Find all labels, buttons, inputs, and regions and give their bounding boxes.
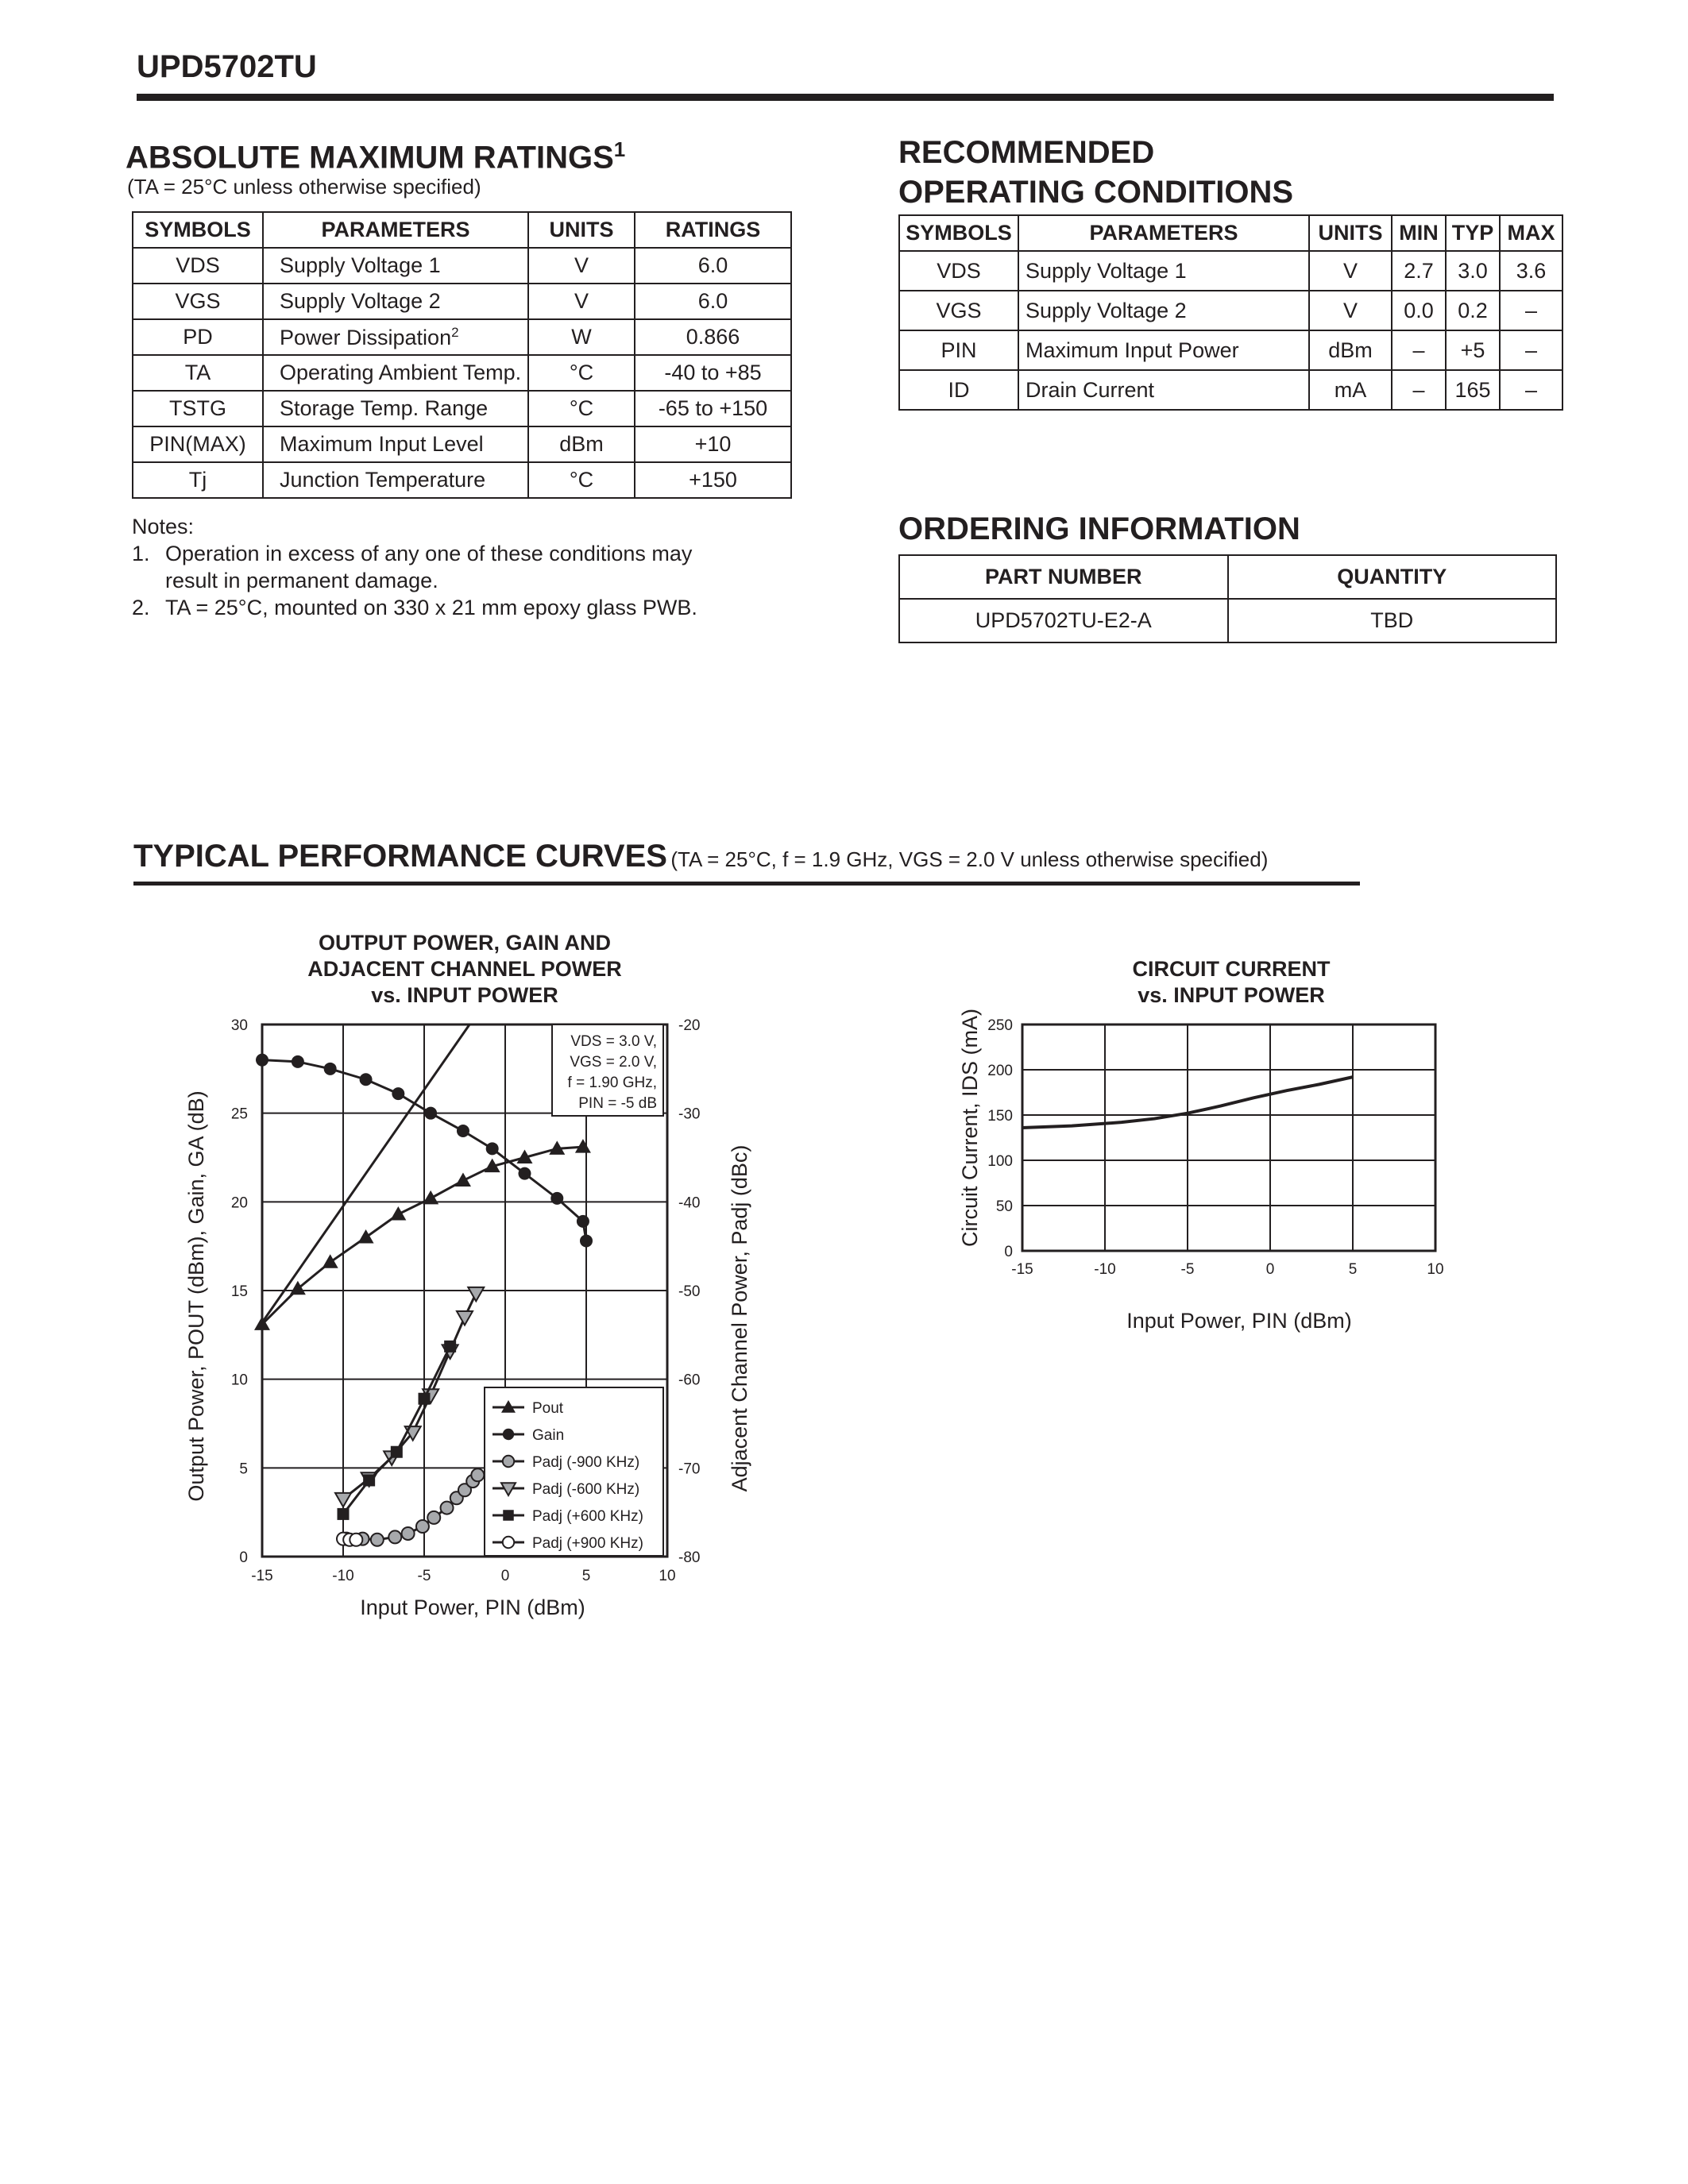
rating-cell: -65 to +150 [635,391,791,426]
amr-col-parameters: PARAMETERS [263,212,528,248]
symbol-cell: PIN(MAX) [133,426,263,462]
chart1-ytick-label: 10 [230,1372,248,1389]
min-cell: – [1392,370,1446,410]
amr-col-ratings: RATINGS [635,212,791,248]
perf-title: TYPICAL PERFORMANCE CURVES [133,839,667,874]
unit-cell: °C [528,391,635,426]
chart2-ytick-label: 100 [987,1153,1013,1170]
chart1-point-series-5 [338,1508,350,1520]
chart1-y2tick-label: -20 [678,1017,701,1034]
chart2-ytick-label: 0 [1004,1244,1013,1260]
roc-title [898,133,1293,212]
ordering-col-part: PART NUMBER [899,555,1228,599]
ordering-col-quantity: QUANTITY [1228,555,1557,599]
legend-marker [503,1510,514,1521]
chart1-point-series-3 [402,1527,415,1540]
chart1-point-series-3 [427,1511,440,1524]
chart1-ytick-label: 20 [230,1194,248,1212]
rating-cell: -40 to +85 [635,355,791,391]
chart2-xtick-label: 10 [1427,1261,1444,1278]
symbol-cell: TSTG [133,391,263,426]
min-cell: – [1392,330,1446,370]
chart2-title-line: vs. INPUT POWER [1138,983,1325,1007]
roc-col-symbols: SYMBOLS [899,215,1018,251]
parameter-cell: Supply Voltage 1 [1018,251,1309,291]
roc-table [898,214,1563,411]
note-1 [132,540,791,567]
chart1-title-line: OUTPUT POWER, GAIN AND [319,931,611,955]
chart1-point-series-5 [363,1474,375,1486]
amr-title-text: ABSOLUTE MAXIMUM RATINGS [126,140,614,176]
table-row [133,319,791,355]
unit-cell: °C [528,355,635,391]
note-1-continued: result in permanent damage. [165,569,438,592]
note-number: 1. [132,542,150,565]
document-header-part-number: UPD5702TU [137,49,317,84]
table-row [133,355,791,391]
amr-table [132,211,792,499]
chart1-point-series-2 [360,1073,373,1086]
chart1-point-series-4 [335,1493,351,1507]
note-text: Operation in excess of any one of these conditions may [165,542,693,565]
parameter-cell: Operating Ambient Temp. [263,355,528,391]
chart1-point-series-5 [444,1341,456,1352]
chart1-point-series-2 [424,1107,437,1120]
typ-cell: 0.2 [1446,291,1500,330]
legend-label: Padj (+900 KHz) [532,1535,643,1552]
chart1-point-series-6 [350,1534,362,1546]
legend-marker [503,1537,514,1548]
amr-col-units: UNITS [528,212,635,248]
max-cell: – [1500,291,1562,330]
quantity-cell: TBD [1228,599,1557,642]
symbol-cell: VDS [899,251,1018,291]
chart1-series-line-1 [262,1147,583,1324]
chart1-point-series-5 [391,1446,403,1458]
symbol-cell: PIN [899,330,1018,370]
parameter-cell: Junction Temperature [263,462,528,498]
roc-col-units: UNITS [1309,215,1392,251]
roc-header-row [899,215,1562,251]
chart2-frame [1022,1024,1435,1251]
max-cell: 3.6 [1500,251,1562,291]
symbol-cell: VDS [133,248,263,284]
symbol-cell: VGS [133,284,263,319]
chart1-point-series-4 [457,1311,473,1325]
rating-cell: 6.0 [635,284,791,319]
min-cell: 0.0 [1392,291,1446,330]
chart2-svg [929,1005,1485,1338]
amr-notes [132,513,791,621]
chart1-ytick-label: 5 [239,1461,248,1478]
parameter-cell [263,319,528,355]
chart1-point-series-2 [577,1215,589,1228]
roc-col-max: MAX [1500,215,1562,251]
table-row [899,370,1562,410]
legend-label: Padj (-900 KHz) [532,1454,640,1471]
chart2-axes [987,1017,1443,1278]
roc-title-line1: RECOMMENDED [898,135,1155,170]
chart1-y2tick-label: -50 [678,1283,701,1300]
chart2-ytick-label: 200 [987,1063,1013,1079]
unit-cell: dBm [1309,330,1392,370]
chart1-point-series-2 [292,1055,304,1068]
chart1-y2tick-label: -30 [678,1106,701,1123]
chart1-legend [485,1387,663,1556]
chart1-point-series-3 [441,1502,454,1515]
rating-cell: 0.866 [635,319,791,355]
unit-cell: V [528,248,635,284]
chart2-ytick-label: 250 [987,1017,1013,1034]
header-rule [137,94,1554,101]
note-2 [132,594,791,621]
chart1-point-series-1 [323,1254,338,1268]
parameter-cell: Maximum Input Power [1018,330,1309,370]
perf-rule [133,882,1360,886]
chart1-point-series-2 [580,1234,593,1247]
chart2-xtick-label: -5 [1180,1261,1195,1278]
unit-cell: V [528,284,635,319]
chart1-point-series-1 [423,1190,438,1205]
chart2-xlabel: Input Power, PIN (dBm) [1126,1309,1352,1333]
chart1-y2tick-label: -60 [678,1372,701,1389]
ordering-table [898,554,1557,643]
amr-header-row [133,212,791,248]
chart1-point-series-1 [390,1206,406,1221]
chart1-svg [159,1001,794,1636]
chart1-point-series-2 [457,1125,469,1137]
unit-cell: °C [528,462,635,498]
chart1-point-series-1 [358,1229,374,1244]
chart1-series-line-5 [343,1346,450,1514]
table-row [133,426,791,462]
chart1-ytick-label: 25 [230,1106,248,1123]
ordering-title: ORDERING INFORMATION [898,511,1300,546]
unit-cell: W [528,319,635,355]
unit-cell: dBm [528,426,635,462]
chart2-title-line: CIRCUIT CURRENT [1132,957,1331,981]
table-row [133,248,791,284]
part-number-cell: UPD5702TU-E2-A [899,599,1228,642]
chart1-reference-line [262,1024,469,1322]
chart1-point-series-2 [518,1167,531,1180]
note-number: 2. [132,596,150,619]
legend-label: Padj (+600 KHz) [532,1508,643,1525]
table-row [899,291,1562,330]
roc-col-min: MIN [1392,215,1446,251]
chart1-y2tick-label: -40 [678,1194,701,1212]
note-text: TA = 25°C, mounted on 330 x 21 mm epoxy glass PWB. [165,596,697,619]
chart2-ytick-label: 150 [987,1108,1013,1125]
parameter-text: Power Dissipation [280,325,452,349]
chart1-condition: VDS = 3.0 V, [570,1033,657,1050]
ordering-header-row [899,555,1556,599]
roc-title-line2: OPERATING CONDITIONS [898,175,1294,210]
chart1-condition: VGS = 2.0 V, [570,1054,657,1071]
chart1-condition: PIN = -5 dB [578,1095,657,1112]
chart2-xtick-label: -10 [1094,1261,1116,1278]
roc-col-parameters: PARAMETERS [1018,215,1309,251]
chart1-point-series-2 [392,1087,404,1100]
rating-cell: +10 [635,426,791,462]
table-row [133,391,791,426]
typ-cell: +5 [1446,330,1500,370]
table-row [899,330,1562,370]
perf-heading [133,836,1268,876]
chart1-point-series-2 [550,1192,563,1205]
typ-cell: 165 [1446,370,1500,410]
rating-cell: 6.0 [635,248,791,284]
table-row [899,251,1562,291]
parameter-cell: Supply Voltage 1 [263,248,528,284]
chart1-xtick-label: 5 [581,1568,591,1584]
parameter-cell: Drain Current [1018,370,1309,410]
legend-marker [503,1456,514,1467]
chart1-point-series-3 [388,1530,401,1543]
typ-cell: 3.0 [1446,251,1500,291]
chart1-title-line: vs. INPUT POWER [371,983,558,1007]
legend-label: Padj (-600 KHz) [532,1481,640,1498]
chart1-point-series-2 [324,1063,337,1075]
min-cell: 2.7 [1392,251,1446,291]
symbol-cell: VGS [899,291,1018,330]
symbol-cell: PD [133,319,263,355]
chart1-y2tick-label: -70 [678,1461,701,1478]
amr-title [126,129,625,177]
chart1-y2tick-label: -80 [678,1549,701,1566]
legend-label: Pout [532,1400,564,1417]
symbol-cell: Tj [133,462,263,498]
chart1-y2label: Adjacent Channel Power, Padj (dBc) [728,1144,751,1492]
chart2-title [1056,956,1406,1009]
legend-label: Gain [532,1427,565,1444]
chart2-xtick-label: -15 [1011,1261,1033,1278]
chart2-ytick-label: 50 [995,1198,1013,1215]
max-cell: – [1500,330,1562,370]
chart2-xtick-label: 0 [1265,1261,1275,1278]
chart1-point-series-3 [416,1520,429,1533]
parameter-cell: Supply Voltage 2 [263,284,528,319]
amr-col-symbols: SYMBOLS [133,212,263,248]
symbol-cell: ID [899,370,1018,410]
notes-label: Notes: [132,515,195,538]
chart1-title [262,930,667,1009]
chart1-title-line: ADJACENT CHANNEL POWER [307,957,622,981]
amr-title-footnote: 1 [613,137,626,161]
table-row [133,462,791,498]
chart1-point-series-1 [575,1139,591,1153]
chart1-point-series-5 [419,1393,431,1405]
chart1-xtick-label: -15 [251,1568,273,1584]
chart2-grid [1022,1024,1435,1251]
chart1-point-series-4 [468,1287,484,1302]
unit-cell: V [1309,251,1392,291]
chart1-xtick-label: -5 [417,1568,431,1584]
unit-cell: mA [1309,370,1392,410]
chart1-xtick-label: 0 [500,1568,510,1584]
parameter-cell: Storage Temp. Range [263,391,528,426]
table-row [899,599,1556,642]
roc-col-typ: TYP [1446,215,1500,251]
chart1-ytick-label: 0 [239,1549,248,1566]
chart1-point-series-3 [471,1468,484,1481]
chart1-ytick-label: 15 [230,1283,248,1300]
chart1-ylabel: Output Power, POUT (dBm), Gain, GA (dB) [184,1090,208,1502]
parameter-cell: Maximum Input Level [263,426,528,462]
chart1-point-series-3 [371,1534,384,1546]
symbol-cell: TA [133,355,263,391]
chart1-point-series-2 [486,1142,499,1155]
chart1-xlabel: Input Power, PIN (dBm) [360,1596,585,1619]
chart2-xtick-label: 5 [1348,1261,1358,1278]
legend-marker [503,1429,514,1440]
rating-cell: +150 [635,462,791,498]
chart1-ytick-label: 30 [230,1017,248,1034]
chart2-ylabel: Circuit Current, IDS (mA) [958,1008,982,1248]
parameter-footnote: 2 [451,324,459,340]
unit-cell: V [1309,291,1392,330]
chart1-xtick-label: 10 [659,1568,676,1584]
chart1-point-series-1 [455,1173,471,1187]
parameter-cell: Supply Voltage 2 [1018,291,1309,330]
table-row [133,284,791,319]
max-cell: – [1500,370,1562,410]
chart1-xtick-label: -10 [332,1568,354,1584]
amr-condition: (TA = 25°C unless otherwise specified) [127,175,481,199]
perf-condition: (TA = 25°C, f = 1.9 GHz, VGS = 2.0 V unless otherwise specified) [670,847,1269,871]
chart1-condition: f = 1.90 GHz, [567,1075,657,1091]
